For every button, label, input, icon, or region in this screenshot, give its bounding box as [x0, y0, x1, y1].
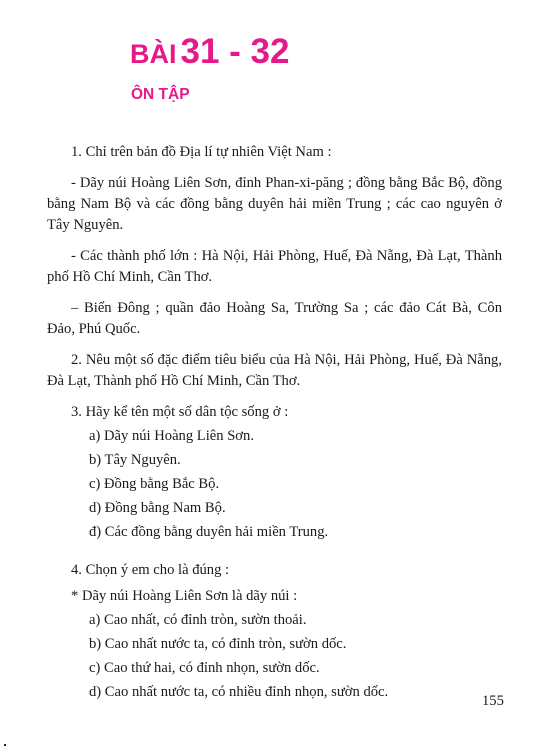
question-1-item-1: - Dãy núi Hoàng Liên Sơn, đỉnh Phan-xi-păng ; đồng bằng Bắc Bộ, đồng bằng Nam Bộ và các đồng bằng duyên hải miền Trung ; các cao nguyên ở Tây Nguyên. [47, 175, 502, 233]
lesson-number: 31 - 32 [180, 32, 290, 71]
question-1-item-3: – Biển Đông ; quần đảo Hoàng Sa, Trường Sa ; các đảo Cát Bà, Côn Đảo, Phú Quốc. [47, 300, 502, 337]
page-content [47, 142, 502, 703]
question-4-heading: 4. Chọn ý em cho là đúng : [71, 562, 230, 578]
question-4-option-c: c) Cao thứ hai, có đỉnh nhọn, sườn dốc. [89, 660, 320, 676]
question-3-option-b: b) Tây Nguyên. [89, 452, 181, 468]
scan-speck [4, 744, 6, 746]
question-3-heading: 3. Hãy kể tên một số dân tộc sống ở : [71, 404, 289, 420]
page-number: 155 [482, 693, 504, 709]
question-3-option-a: a) Dãy núi Hoàng Liên Sơn. [89, 428, 254, 444]
question-3-option-d: d) Đồng bằng Nam Bộ. [89, 500, 226, 516]
lesson-title [130, 32, 289, 72]
question-4-option-b: b) Cao nhất nước ta, có đỉnh tròn, sườn dốc. [89, 636, 347, 652]
question-4-prompt: * Dãy núi Hoàng Liên Sơn là dãy núi : [71, 588, 298, 604]
lesson-word: BÀI [130, 39, 177, 69]
question-1-heading: 1. Chỉ trên bản đồ Địa lí tự nhiên Việt Nam : [71, 144, 332, 160]
question-4-option-a: a) Cao nhất, có đỉnh tròn, sườn thoải. [89, 612, 307, 628]
question-1-item-2: - Các thành phố lớn : Hà Nội, Hải Phòng, Huế, Đà Nẵng, Đà Lạt, Thành phố Hồ Chí Minh, Cần Thơ. [47, 248, 502, 285]
lesson-subtitle: ÔN TẬP [131, 86, 190, 103]
question-2: 2. Nêu một số đặc điểm tiêu biểu của Hà Nội, Hải Phòng, Huế, Đà Nẵng, Đà Lạt, Thành phố Hồ Chí Minh, Cần Thơ. [47, 352, 502, 389]
question-3-option-dd: đ) Các đồng bằng duyên hải miền Trung. [89, 524, 329, 540]
question-4-option-d: d) Cao nhất nước ta, có nhiều đỉnh nhọn, sườn dốc. [89, 684, 389, 700]
question-3-option-c: c) Đồng bằng Bắc Bộ. [89, 476, 220, 492]
